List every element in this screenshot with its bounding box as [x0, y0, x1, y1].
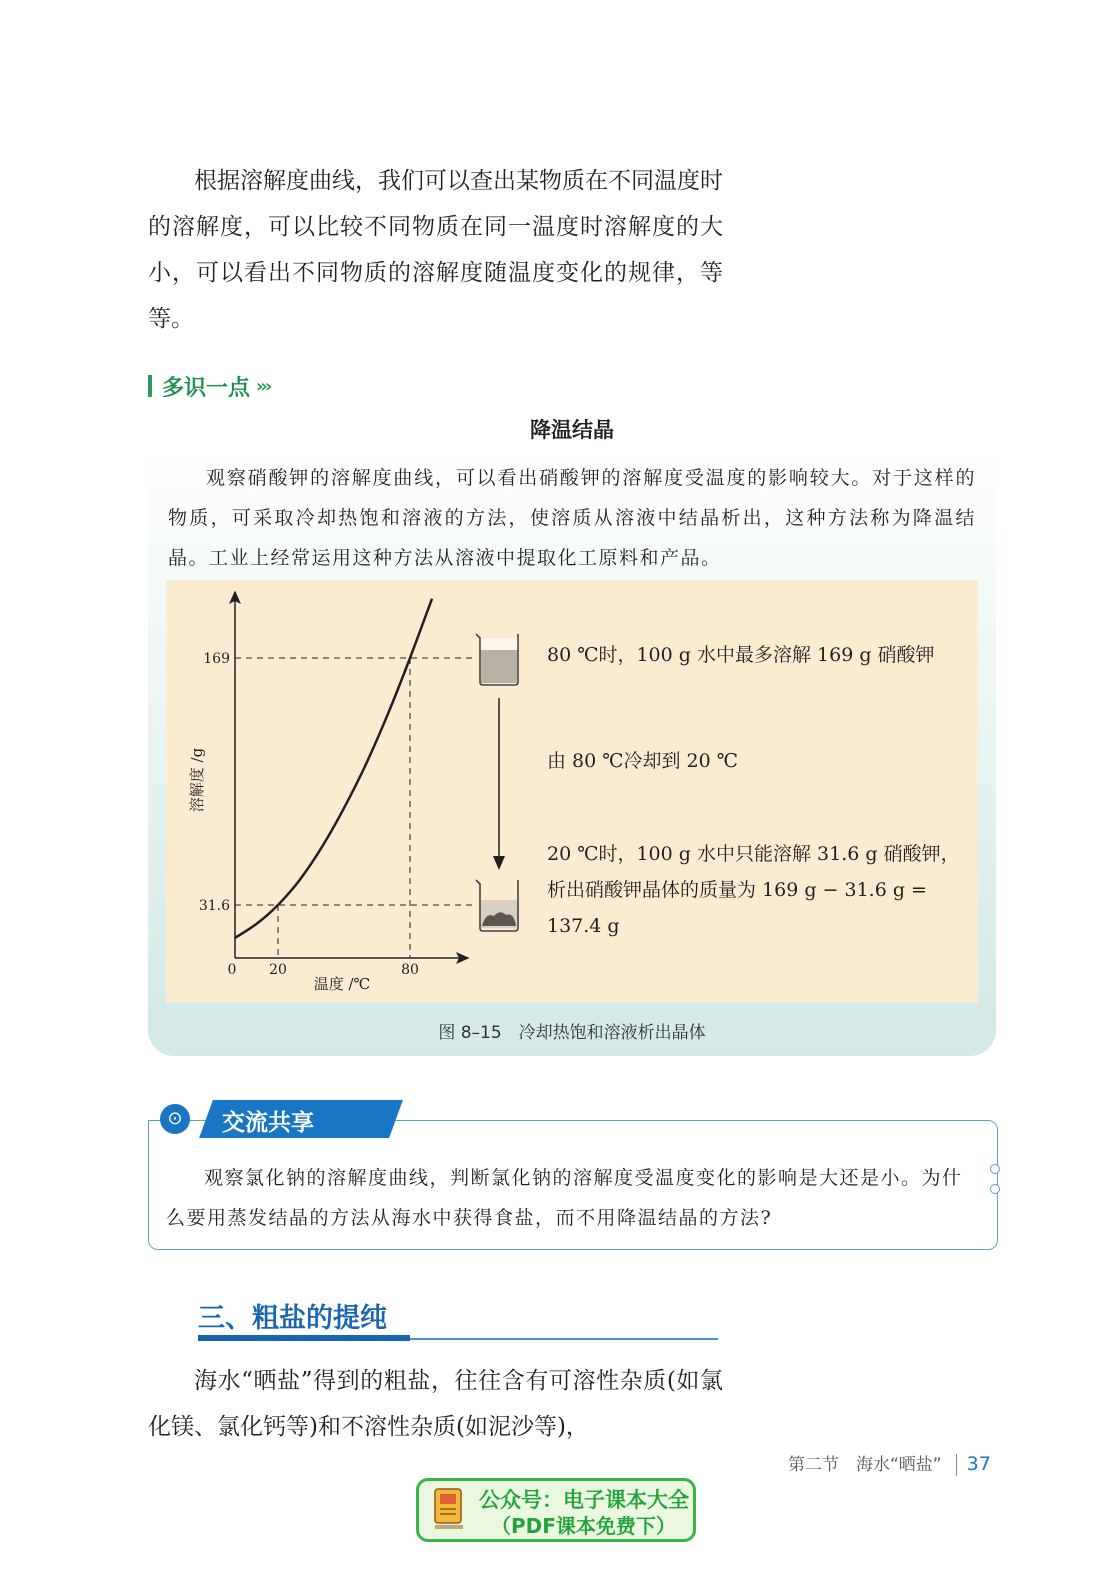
tick-labels	[199, 651, 419, 978]
intro-text: 根据溶解度曲线，我们可以查出某物质在不同温度时的溶解度，可以比较不同物质在同一温度时溶解度的大小，可以看出不同物质的溶解度随温度变化的规律，等等。	[148, 168, 723, 332]
panel-text: 观察硝酸钾的溶解度曲线，可以看出硝酸钾的溶解度受温度的影响较大。对于这样的物质，可采取冷却热饱和溶液的方法，使溶质从溶液中结晶析出，这种方法称为降温结晶。工业上经常运用这种方法从溶液中提取化工原料和产品。	[168, 467, 976, 569]
page-number: 37	[966, 1453, 991, 1475]
section-paragraph	[148, 1358, 723, 1450]
x-tick-label: 0	[227, 962, 237, 978]
intro-paragraph	[148, 158, 723, 342]
chevrons-icon: ›››	[256, 375, 270, 397]
beaker-hot-icon	[476, 634, 518, 685]
panel-text-block	[168, 458, 976, 578]
exchange-text-block	[166, 1158, 974, 1238]
note-cooling: 由 80 ℃冷却到 20 ℃	[547, 750, 739, 772]
y-tick-label: 31.6	[198, 898, 230, 914]
section-title: 三、粗盐的提纯	[198, 1303, 387, 1334]
x-tick-label: 80	[401, 962, 419, 978]
y-tick-label: 169	[203, 651, 230, 667]
book-logo-icon	[431, 1487, 467, 1531]
panel-title: 降温结晶	[530, 418, 614, 442]
beaker-cold-icon	[476, 880, 518, 931]
figure-caption: 图 8–15 冷却热饱和溶液析出晶体	[438, 1023, 706, 1043]
footer-chapter: 第二节 海水“晒盐”	[788, 1455, 942, 1475]
watermark-line2: （PDF课本免费下）	[491, 1514, 676, 1538]
solubility-chart	[166, 580, 496, 1003]
y-axis-label: 溶解度 /g	[188, 747, 206, 813]
down-arrow-icon	[493, 698, 505, 870]
x-tick-label: 20	[269, 962, 287, 978]
target-icon: ⊙	[160, 1104, 190, 1134]
beaker-illustration	[466, 620, 536, 940]
note-20c: 20 ℃时，100 g 水中只能溶解 31.6 g 硝酸钾，析出硝酸钾晶体的质量为 169 g − 31.6 g = 137.4 g	[547, 843, 960, 937]
note-80c: 80 ℃时，100 g 水中最多溶解 169 g 硝酸钾	[547, 644, 935, 666]
exchange-label: 交流共享	[222, 1110, 314, 1136]
section-text: 海水“晒盐”得到的粗盐，往往含有可溶性杂质(如氯化镁、氯化钙等)和不溶性杂质(如泥沙等)，	[148, 1368, 723, 1440]
more-knowledge-heading	[148, 370, 269, 402]
x-axis-label: 温度 /℃	[313, 975, 371, 993]
watermark-line1: 公众号：电子课本大全	[479, 1488, 689, 1512]
box-ring-icon	[990, 1184, 1000, 1194]
more-knowledge-label: 多识一点	[162, 375, 251, 401]
exchange-text: 观察氯化钠的溶解度曲线，判断氯化钠的溶解度受温度变化的影响是大还是小。为什么要用蒸发结晶的方法从海水中获得食盐，而不用降温结晶的方法?	[166, 1167, 963, 1229]
section-underline-accent	[198, 1335, 410, 1341]
footer-separator	[956, 1454, 957, 1476]
page-footer	[788, 1450, 991, 1476]
watermark-badge	[416, 1478, 696, 1542]
solubility-curve	[235, 599, 432, 938]
box-ring-icon	[990, 1164, 1000, 1174]
heading-bar	[148, 375, 152, 397]
